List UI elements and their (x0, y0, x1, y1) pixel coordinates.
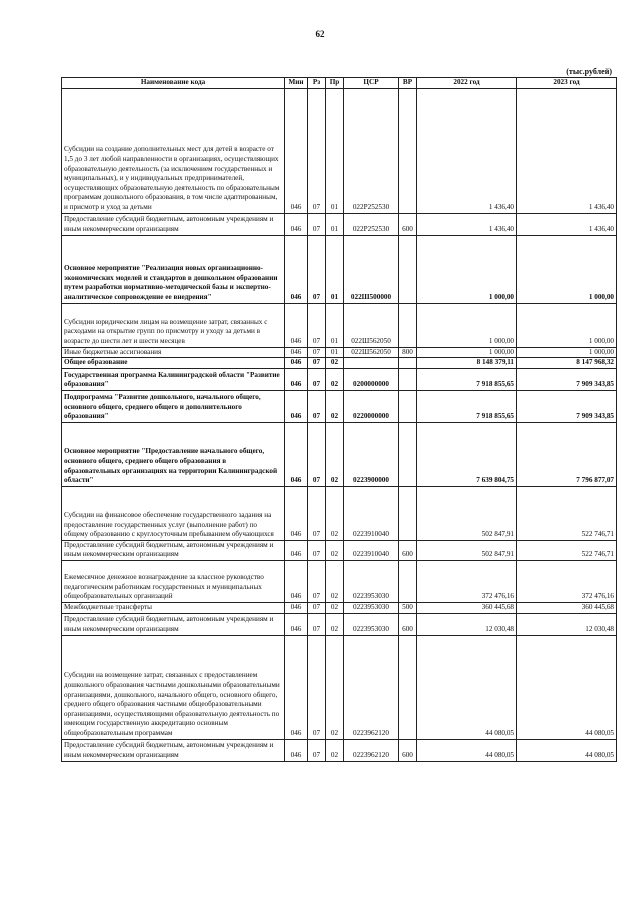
row-csr: 0220000000 (344, 390, 399, 422)
row-value-2022: 502 847,91 (417, 486, 517, 540)
row-vr: 800 (399, 347, 417, 358)
row-min: 046 (285, 358, 308, 369)
row-value-2022: 44 080,05 (417, 739, 517, 761)
row-value-2022: 360 445,68 (417, 602, 517, 613)
row-vr (399, 88, 417, 213)
row-csr (344, 358, 399, 369)
row-rz: 07 (308, 602, 326, 613)
row-csr: 0223953030 (344, 602, 399, 613)
row-min: 046 (285, 739, 308, 761)
table-row (62, 358, 617, 369)
row-rz: 07 (308, 422, 326, 486)
row-rz: 07 (308, 303, 326, 347)
row-rz: 07 (308, 635, 326, 739)
row-value-2022: 1 436,40 (417, 88, 517, 213)
row-pr: 01 (326, 213, 344, 235)
row-value-2023: 1 436,40 (517, 88, 617, 213)
table-row (62, 635, 617, 739)
row-min: 046 (285, 486, 308, 540)
header-name: Наименование кода (62, 78, 285, 89)
row-value-2022: 44 080,05 (417, 635, 517, 739)
row-min: 046 (285, 613, 308, 635)
row-vr (399, 486, 417, 540)
row-pr: 02 (326, 390, 344, 422)
row-csr: 0223910040 (344, 540, 399, 560)
row-min: 046 (285, 368, 308, 390)
row-csr: 0223900000 (344, 422, 399, 486)
row-rz: 07 (308, 213, 326, 235)
row-rz: 07 (308, 560, 326, 602)
row-value-2023: 1 000,00 (517, 347, 617, 358)
row-pr: 02 (326, 358, 344, 369)
header-2022: 2022 год (417, 78, 517, 89)
row-csr: 022Ш562050 (344, 347, 399, 358)
row-vr (399, 390, 417, 422)
table-row (62, 390, 617, 422)
row-value-2023: 44 080,05 (517, 739, 617, 761)
row-value-2023: 1 000,00 (517, 303, 617, 347)
row-rz: 07 (308, 368, 326, 390)
row-csr: 0223953030 (344, 613, 399, 635)
row-value-2023: 7 909 343,85 (517, 390, 617, 422)
row-min: 046 (285, 235, 308, 303)
row-value-2022: 12 030,48 (417, 613, 517, 635)
row-value-2022: 1 000,00 (417, 303, 517, 347)
row-value-2023: 522 746,71 (517, 486, 617, 540)
row-rz: 07 (308, 739, 326, 761)
row-name: Субсидии на создание дополнительных мест для детей в возрасте от 1,5 до 3 лет любой направленности в организациях, осуществляющих образовательную деятельность (за исключением государственных и муниципальных), и у индивидуальных предпринимателей, осуществляющих образовательную деятельность по образовательным программам дошкольного образования, в том числе адаптированным, и присмотр и уход за детьми (62, 88, 285, 213)
units-label: (тыс.рублей) (566, 67, 612, 76)
row-value-2022: 7 639 804,75 (417, 422, 517, 486)
row-value-2022: 372 476,16 (417, 560, 517, 602)
row-pr: 02 (326, 602, 344, 613)
row-vr: 600 (399, 213, 417, 235)
table-row (62, 486, 617, 540)
row-value-2023: 44 080,05 (517, 635, 617, 739)
row-min: 046 (285, 635, 308, 739)
row-min: 046 (285, 422, 308, 486)
row-vr (399, 358, 417, 369)
row-pr: 01 (326, 235, 344, 303)
table-row (62, 88, 617, 213)
row-value-2022: 502 847,91 (417, 540, 517, 560)
header-pr: Пр (326, 78, 344, 89)
row-rz: 07 (308, 358, 326, 369)
row-value-2022: 7 918 855,65 (417, 390, 517, 422)
row-csr: 0223962120 (344, 739, 399, 761)
row-name: Основное мероприятие "Реализация новых организационно-экономических моделей и стандартов в дошкольном образовании путем разработки нормативно-методической базы и экспертно-аналитическое сопровождение ее внедрения" (62, 235, 285, 303)
row-pr: 02 (326, 422, 344, 486)
row-name: Предоставление субсидий бюджетным, автономным учреждениям и иным некоммерческим организациям (62, 613, 285, 635)
row-rz: 07 (308, 613, 326, 635)
row-pr: 01 (326, 88, 344, 213)
row-rz: 07 (308, 540, 326, 560)
row-name: Подпрограмма "Развитие дошкольного, начального общего, основного общего, среднего общего и дополнительного образования" (62, 390, 285, 422)
row-value-2023: 360 445,68 (517, 602, 617, 613)
row-vr (399, 635, 417, 739)
header-vr: ВР (399, 78, 417, 89)
row-min: 046 (285, 560, 308, 602)
row-pr: 02 (326, 486, 344, 540)
row-vr: 600 (399, 540, 417, 560)
row-csr: 022P252530 (344, 88, 399, 213)
row-rz: 07 (308, 88, 326, 213)
row-vr (399, 422, 417, 486)
table-row (62, 213, 617, 235)
row-csr: 0223962120 (344, 635, 399, 739)
row-value-2023: 1 436,40 (517, 213, 617, 235)
row-min: 046 (285, 540, 308, 560)
row-pr: 01 (326, 347, 344, 358)
row-rz: 07 (308, 486, 326, 540)
header-min: Мин (285, 78, 308, 89)
row-value-2023: 7 909 343,85 (517, 368, 617, 390)
row-min: 046 (285, 303, 308, 347)
row-pr: 02 (326, 540, 344, 560)
header-2023: 2023 год (517, 78, 617, 89)
row-value-2022: 1 000,00 (417, 235, 517, 303)
row-csr: 022P252530 (344, 213, 399, 235)
row-rz: 07 (308, 235, 326, 303)
row-vr (399, 368, 417, 390)
row-value-2023: 1 000,00 (517, 235, 617, 303)
row-name: Иные бюджетные ассигнования (62, 347, 285, 358)
row-vr: 600 (399, 613, 417, 635)
table-row (62, 560, 617, 602)
row-pr: 02 (326, 613, 344, 635)
row-pr: 02 (326, 739, 344, 761)
row-name: Субсидии на финансовое обеспечение государственного задания на предоставление государственных услуг (выполнение работ) по общему образованию с круглосуточным пребыванием обучающихся (62, 486, 285, 540)
row-name: Субсидии юридическим лицам на возмещение затрат, связанных с расходами на открытие групп по присмотру и уходу за детьми в возрасте до шести лет и шести месяцев (62, 303, 285, 347)
row-csr: 0223910040 (344, 486, 399, 540)
row-value-2022: 7 918 855,65 (417, 368, 517, 390)
table-row (62, 739, 617, 761)
row-pr: 02 (326, 635, 344, 739)
row-min: 046 (285, 213, 308, 235)
row-pr: 02 (326, 560, 344, 602)
row-csr: 022Ш562050 (344, 303, 399, 347)
row-name: Ежемесячное денежное вознаграждение за классное руководство педагогическим работникам государственных и муниципальных общеобразовательных организаций (62, 560, 285, 602)
table-row (62, 368, 617, 390)
row-name: Государственная программа Калининградской области "Развитие образования" (62, 368, 285, 390)
page-number: 62 (315, 29, 325, 39)
row-csr: 0200000000 (344, 368, 399, 390)
table-header-row (62, 78, 617, 89)
row-vr (399, 560, 417, 602)
row-value-2022: 8 148 379,11 (417, 358, 517, 369)
row-min: 046 (285, 390, 308, 422)
row-value-2023: 522 746,71 (517, 540, 617, 560)
row-vr (399, 235, 417, 303)
row-min: 046 (285, 602, 308, 613)
row-rz: 07 (308, 347, 326, 358)
row-csr: 022Ш500000 (344, 235, 399, 303)
table-row (62, 602, 617, 613)
table-row (62, 235, 617, 303)
row-value-2022: 1 436,40 (417, 213, 517, 235)
row-pr: 02 (326, 368, 344, 390)
row-value-2023: 12 030,48 (517, 613, 617, 635)
row-vr: 500 (399, 602, 417, 613)
row-value-2023: 8 147 968,32 (517, 358, 617, 369)
row-value-2022: 1 000,00 (417, 347, 517, 358)
row-vr (399, 303, 417, 347)
header-rz: Рз (308, 78, 326, 89)
budget-table (61, 77, 617, 762)
table-body (62, 88, 617, 761)
table-row (62, 540, 617, 560)
table-row (62, 303, 617, 347)
row-value-2023: 372 476,16 (517, 560, 617, 602)
row-rz: 07 (308, 390, 326, 422)
row-value-2023: 7 796 877,07 (517, 422, 617, 486)
row-min: 046 (285, 347, 308, 358)
row-min: 046 (285, 88, 308, 213)
row-vr: 600 (399, 739, 417, 761)
row-name: Предоставление субсидий бюджетным, автономным учреждениям и иным некоммерческим организациям (62, 739, 285, 761)
table-row (62, 347, 617, 358)
row-pr: 01 (326, 303, 344, 347)
table-row (62, 422, 617, 486)
row-name: Субсидии на возмещение затрат, связанных с предоставлением дошкольного образования частными дошкольными образовательными организациями, дошкольного, начального общего, основного общего, среднего общего образования частными общеобразовательными организациями, осуществляющими образовательную деятельность по имеющим государственную аккредитацию основным общеобразовательным программам (62, 635, 285, 739)
row-name: Основное мероприятие "Предоставление начального общего, основного общего, среднего общего образования в образовательных организациях на территории Калининградской области" (62, 422, 285, 486)
row-name: Предоставление субсидий бюджетным, автономным учреждениям и иным некоммерческим организациям (62, 213, 285, 235)
table-row (62, 613, 617, 635)
row-name: Общее образование (62, 358, 285, 369)
row-name: Предоставление субсидий бюджетным, автономным учреждениям и иным некоммерческим организациям (62, 540, 285, 560)
header-csr: ЦСР (344, 78, 399, 89)
row-csr: 0223953030 (344, 560, 399, 602)
row-name: Межбюджетные трансферты (62, 602, 285, 613)
